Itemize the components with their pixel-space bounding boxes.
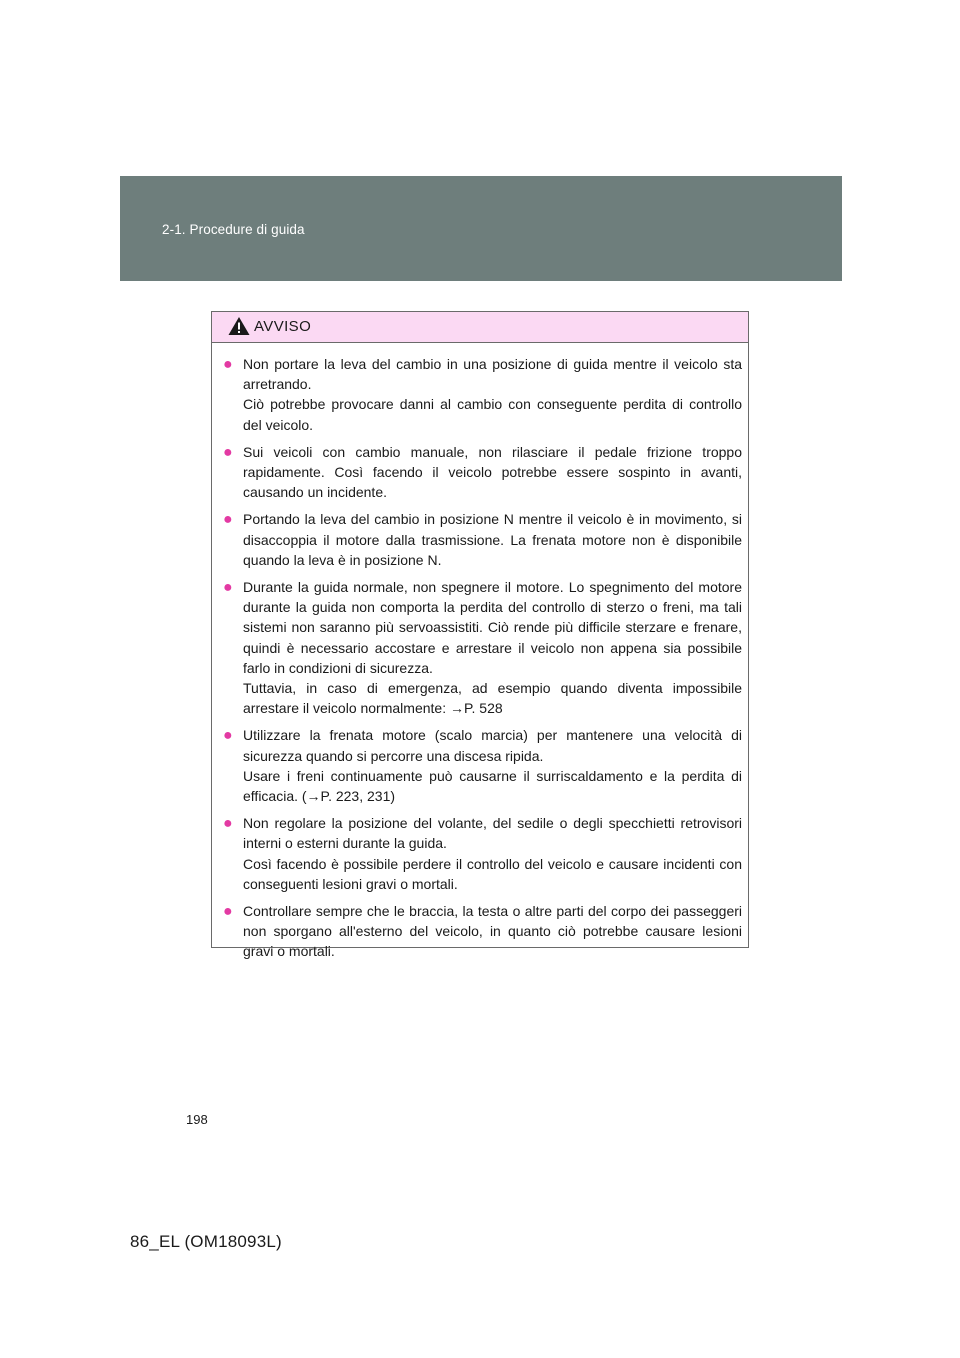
warning-paragraph: Controllare sempre che le braccia, la testa o altre parti del corpo dei passeggeri non sporgano all'esterno del veicolo, in quanto ciò potrebbe causare lesioni gravi o mortali.	[243, 903, 742, 960]
bullet-icon: ●	[223, 443, 233, 461]
warning-paragraph: Usare i freni continuamente può causarne il surriscaldamento e la perdita di efficacia. (→P. 223, 231)	[243, 767, 742, 805]
page-number: 198	[186, 1112, 208, 1127]
warning-paragraph: Sui veicoli con cambio manuale, non rilasciare il pedale frizione troppo rapidamente. Così facendo il veicolo potrebbe essere sospinto in avanti, causando un incidente.	[243, 443, 742, 501]
warning-paragraph: Utilizzare la frenata motore (scalo marcia) per mantenere una velocità di sicurezza quando si percorre una discesa ripida.	[243, 727, 742, 764]
warning-item	[212, 725, 742, 806]
section-header-band	[120, 176, 842, 281]
warning-item	[212, 442, 742, 503]
warning-item-text	[243, 901, 742, 962]
warning-item	[212, 354, 742, 435]
bullet-icon: ●	[223, 356, 233, 373]
warning-paragraph: Portando la leva del cambio in posizione N mentre il veicolo è in movimento, si disaccoppia il motore dalla trasmissione. La frenata motore non è disponibile quando la leva è in posizione N.	[243, 511, 742, 568]
bullet-icon: ●	[223, 511, 233, 529]
warning-item-text	[243, 354, 742, 435]
warning-item	[212, 509, 742, 570]
warning-paragraph: Ciò potrebbe provocare danni al cambio con conseguente perdita di controllo del veicolo.	[243, 396, 742, 433]
warning-paragraph: Durante la guida normale, non spegnere il motore. Lo spegnimento del motore durante la guida non comporta la perdita del controllo di sterzo o freni, ma tali sistemi non saranno più servoassistiti. Ciò rende più difficile sterzare e frenare, quindi è necessario accostare e arrestare il veicolo non appena sia possibile farlo in condizioni di sicurezza.	[243, 579, 742, 676]
warning-label: AVVISO	[254, 318, 312, 335]
bullet-icon: ●	[223, 727, 233, 745]
warning-item-text	[243, 725, 742, 806]
document-code: 86_EL (OM18093L)	[130, 1232, 282, 1251]
warning-item-text	[243, 509, 742, 570]
bullet-icon: ●	[223, 579, 233, 597]
warning-item	[212, 813, 742, 894]
warning-item-text	[243, 577, 742, 718]
warning-paragraph: Non regolare la posizione del volante, del sedile o degli specchietti retrovisori interni o esterni durante la guida.	[243, 815, 742, 852]
bullet-icon: ●	[223, 903, 233, 921]
warning-item	[212, 901, 742, 962]
warning-header	[212, 312, 748, 343]
section-title: 2-1. Procedure di guida	[162, 222, 305, 237]
bullet-icon: ●	[223, 815, 233, 833]
warning-paragraph: Tuttavia, in caso di emergenza, ad esempio quando diventa impossibile arrestare il veicolo normalmente: →P. 528	[243, 680, 742, 717]
warning-list	[212, 343, 748, 962]
warning-item	[212, 577, 742, 718]
warning-item-text	[243, 442, 742, 503]
warning-item-text	[243, 813, 742, 894]
warning-paragraph: Così facendo è possibile perdere il controllo del veicolo e causare incidenti con conseguenti lesioni gravi o mortali.	[243, 855, 742, 892]
warning-box	[211, 311, 749, 960]
warning-triangle-icon	[228, 316, 250, 336]
warning-paragraph: Non portare la leva del cambio in una posizione di guida mentre il veicolo sta arretrando.	[243, 356, 742, 393]
